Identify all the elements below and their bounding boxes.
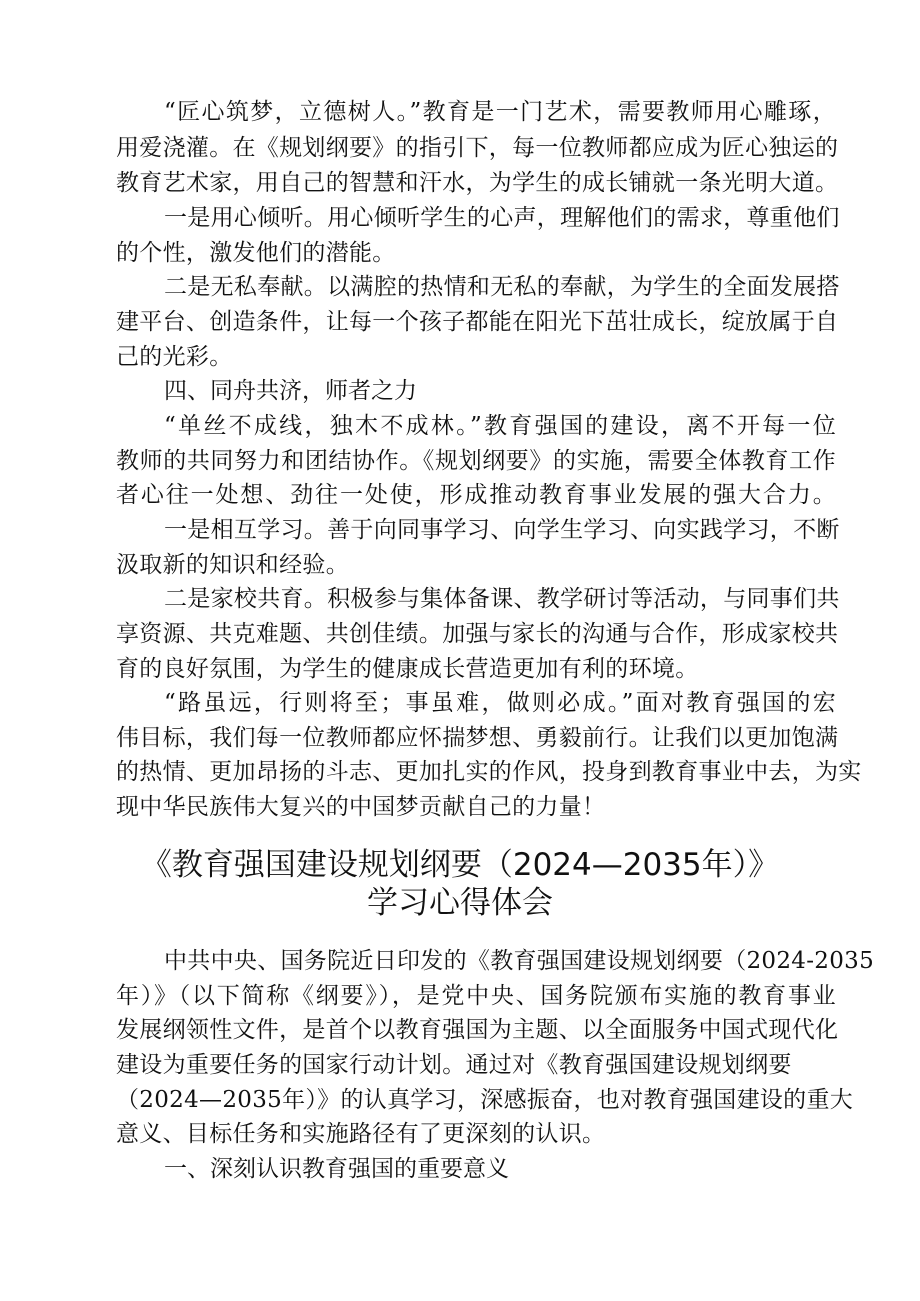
paragraph-line: 伟目标，我们每一位教师都应怀揣梦想、勇毅前行。让我们以更加饱满 (116, 725, 839, 751)
paragraph-line: 育的良好氛围，为学生的健康成长营造更加有利的环境。 (116, 656, 699, 682)
paragraph-line: 现中华民族伟大复兴的中国梦贡献自己的力量！ (116, 794, 606, 820)
paragraph-line: 一是用心倾听。用心倾听学生的心声，理解他们的需求，尊重他们 (164, 205, 840, 231)
paragraph-line: 年）》（以下简称《纲要》），是党中央、国务院颁布实施的教育事业 (116, 983, 836, 1009)
article-subtitle: 学习心得体会 (367, 885, 553, 921)
paragraph-line: 教师的共同努力和团结协作。《规划纲要》的实施，需要全体教育工作 (116, 448, 836, 474)
paragraph-line: 己的光彩。 (116, 344, 233, 370)
paragraph-line: 者心往一处想、劲往一处使，形成推动教育事业发展的强大合力。 (116, 482, 836, 508)
paragraph-line: “单丝不成线，独木不成林。”教育强国的建设，离不开每一位 (164, 413, 836, 439)
paragraph-line: （2024—2035年）》的认真学习，深感振奋，也对教育强国建设的重大 (116, 1087, 854, 1113)
paragraph-line: 建平台、创造条件，让每一个孩子都能在阳光下茁壮成长，绽放属于自 (116, 309, 839, 335)
paragraph-line: 教育艺术家，用自己的智慧和汗水，为学生的成长铺就一条光明大道。 (116, 170, 839, 196)
paragraph-line: 享资源、共克难题、共创佳绩。加强与家长的沟通与合作，形成家校共 (116, 621, 839, 647)
paragraph-line: 汲取新的知识和经验。 (116, 552, 349, 578)
section-heading: 四、同舟共济，师者之力 (164, 378, 417, 404)
paragraph-line: 用爱浇灌。在《规划纲要》的指引下，每一位教师都应成为匠心独运的 (116, 135, 839, 161)
paragraph-line: 二是无私奉献。以满腔的热情和无私的奉献，为学生的全面发展搭 (164, 274, 840, 300)
paragraph-line: 中共中央、国务院近日印发的《教育强国建设规划纲要（2024-2035 (164, 948, 875, 974)
paragraph-line: 建设为重要任务的国家行动计划。通过对《教育强国建设规划纲要 (116, 1052, 792, 1078)
paragraph-line: “路虽远，行则将至；事虽难，做则必成。”面对教育强国的宏 (164, 690, 836, 716)
paragraph-line: 的个性，激发他们的潜能。 (116, 240, 396, 266)
section-heading: 一、深刻认识教育强国的重要意义 (164, 1156, 509, 1182)
article-title: 《教育强国建设规划纲要（2024—2035年）》 (140, 847, 780, 883)
paragraph-line: 的热情、更加昂扬的斗志、更加扎实的作风，投身到教育事业中去，为实 (116, 759, 862, 785)
paragraph-line: 发展纲领性文件，是首个以教育强国为主题、以全面服务中国式现代化 (116, 1017, 839, 1043)
paragraph-line: 一是相互学习。善于向同事学习、向学生学习、向实践学习，不断 (164, 517, 840, 543)
paragraph-line: 二是家校共育。积极参与集体备课、教学研讨等活动，与同事们共 (164, 586, 840, 612)
paragraph-line: 意义、目标任务和实施路径有了更深刻的认识。 (116, 1121, 606, 1147)
paragraph-line: “匠心筑梦，立德树人。”教育是一门艺术，需要教师用心雕琢， (164, 99, 836, 125)
